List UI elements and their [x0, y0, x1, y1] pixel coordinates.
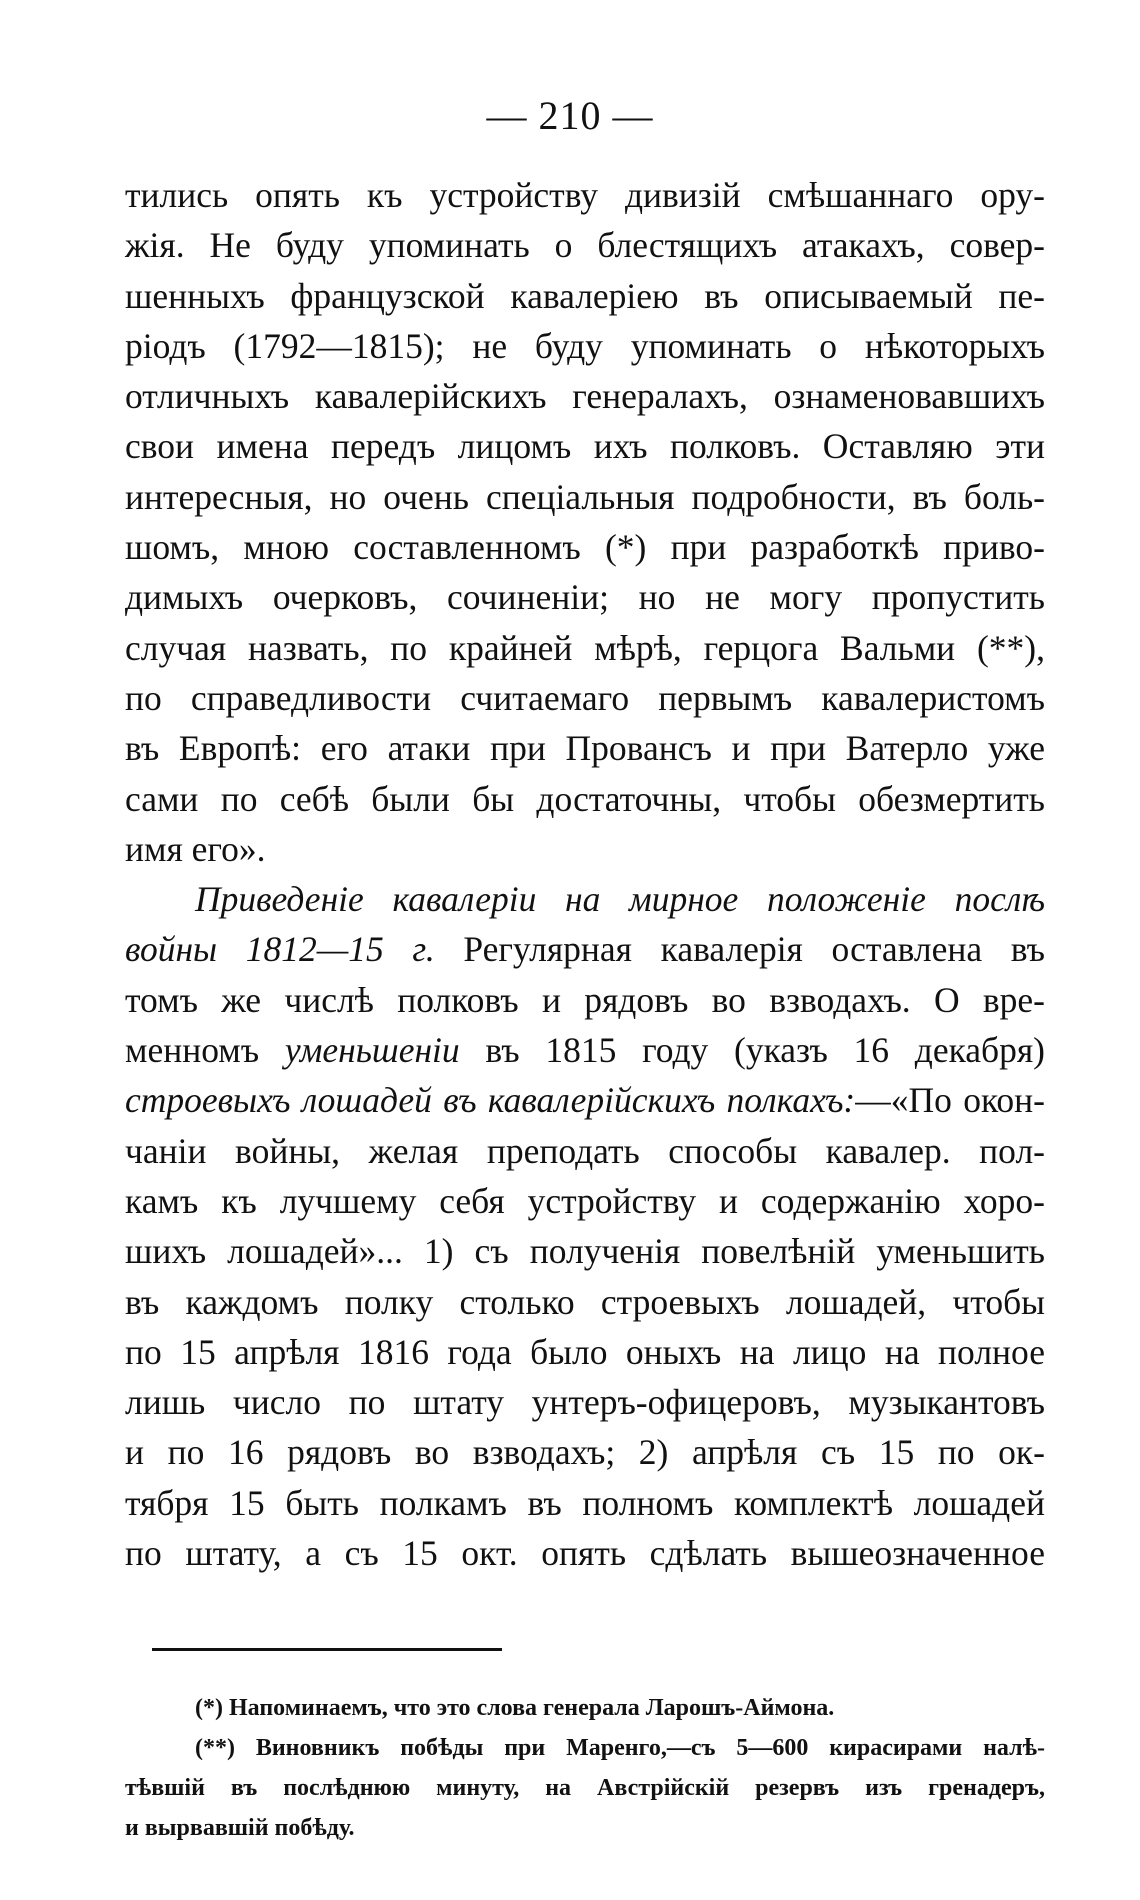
text-line: чаніи войны, желая преподать способы кавалер. пол-: [125, 1130, 1045, 1171]
text-line: камъ къ лучшему себя устройству и содержанію хоро-: [125, 1180, 1045, 1221]
text-line: димыхъ очерковъ, сочиненіи; но не могу пропустить: [125, 577, 1045, 618]
text-line: интересныя, но очень спеціальныя подробности, въ боль-: [125, 476, 1045, 517]
text-line: по 15 апрѣля 1816 года было оныхъ на лицо на полное: [125, 1331, 1045, 1372]
text-line: имя его».: [125, 828, 266, 869]
footnote-divider: [152, 1648, 502, 1651]
text-line: [125, 924, 1045, 974]
text-line: жія. Не буду упоминать о блестящихъ атакахъ, совер-: [125, 225, 1045, 266]
text-line: въ каждомъ полку столько строевыхъ лошадей, чтобы: [125, 1281, 1045, 1322]
footnote-1: (*) Напоминаемъ, что это слова генерала Ларошъ-Аймона.: [195, 1695, 835, 1721]
text-line: случая назвать, по крайней мѣрѣ, герцога Вальми (**),: [125, 627, 1045, 668]
text-line: шенныхъ французской кавалеріею въ описываемый пе-: [125, 275, 1045, 316]
footnote-2-line: и вырвавшій побѣду.: [125, 1815, 355, 1841]
text-line: тября 15 быть полкамъ въ полномъ комплектѣ лошадей: [125, 1482, 1045, 1523]
text-fragment: менномъ: [125, 1030, 260, 1071]
text-line: томъ же числѣ полковъ и рядовъ во взводахъ. О вре-: [125, 979, 1045, 1020]
footnote-2-line: тѣвшій въ послѣднюю минуту, на Австрійскій резервъ изъ гренадеръ,: [125, 1775, 1045, 1801]
section-heading: Приведеніе кавалеріи на мирное положеніе послѣ: [195, 879, 1045, 920]
body-text: [125, 170, 1045, 1578]
text-line: [125, 1075, 1045, 1125]
text-fragment: —«По окон-: [855, 1080, 1045, 1121]
text-line: по штату, а съ 15 окт. опять сдѣлать вышеозначенное: [125, 1533, 1045, 1574]
text-line: по справедливости считаемаго первымъ кавалеристомъ: [125, 677, 1045, 718]
footnote-2-line: (**) Виновникъ побѣды при Маренго,—съ 5—600 кирасирами налѣ-: [195, 1735, 1045, 1761]
text-line: и по 16 рядовъ во взводахъ; 2) апрѣля съ 15 по ок-: [125, 1432, 1045, 1473]
text-line: шихъ лошадей»... 1) съ полученія повелѣній уменьшить: [125, 1231, 1045, 1272]
text-line: лишь число по штату унтеръ-офицеровъ, музыкантовъ: [125, 1382, 1045, 1423]
text-line: свои имена передъ лицомъ ихъ полковъ. Оставляю эти: [125, 426, 1045, 467]
text-line: шомъ, мною составленномъ (*) при разработкѣ приво-: [125, 527, 1045, 568]
page-number: — 210 —: [486, 93, 654, 138]
text-fragment: Регулярная кавалерія оставлена въ: [463, 929, 1046, 970]
text-line: ріодъ (1792—1815); не буду упоминать о нѣкоторыхъ: [125, 325, 1045, 366]
text-line: сами по себѣ были бы достаточны, чтобы обезмертить: [125, 778, 1045, 819]
section-heading-line: [125, 874, 1045, 924]
emphasis: уменьшеніи: [284, 1030, 460, 1071]
text-line: тились опять къ устройству дивизій смѣшаннаго ору-: [125, 175, 1045, 215]
footnotes: [125, 1688, 1045, 1848]
text-line: [125, 1025, 1045, 1075]
text-line: въ Европѣ: его атаки при Провансъ и при Ватерло уже: [125, 728, 1045, 769]
section-heading-cont: войны 1812—15 г.: [125, 929, 435, 970]
emphasis: строевыхъ лошадей въ кавалерійскихъ полкахъ:: [125, 1080, 856, 1121]
text-fragment: въ 1815 году (указъ 16 декабря): [485, 1030, 1045, 1071]
text-line: отличныхъ кавалерійскихъ генералахъ, ознаменовавшихъ: [125, 376, 1045, 417]
